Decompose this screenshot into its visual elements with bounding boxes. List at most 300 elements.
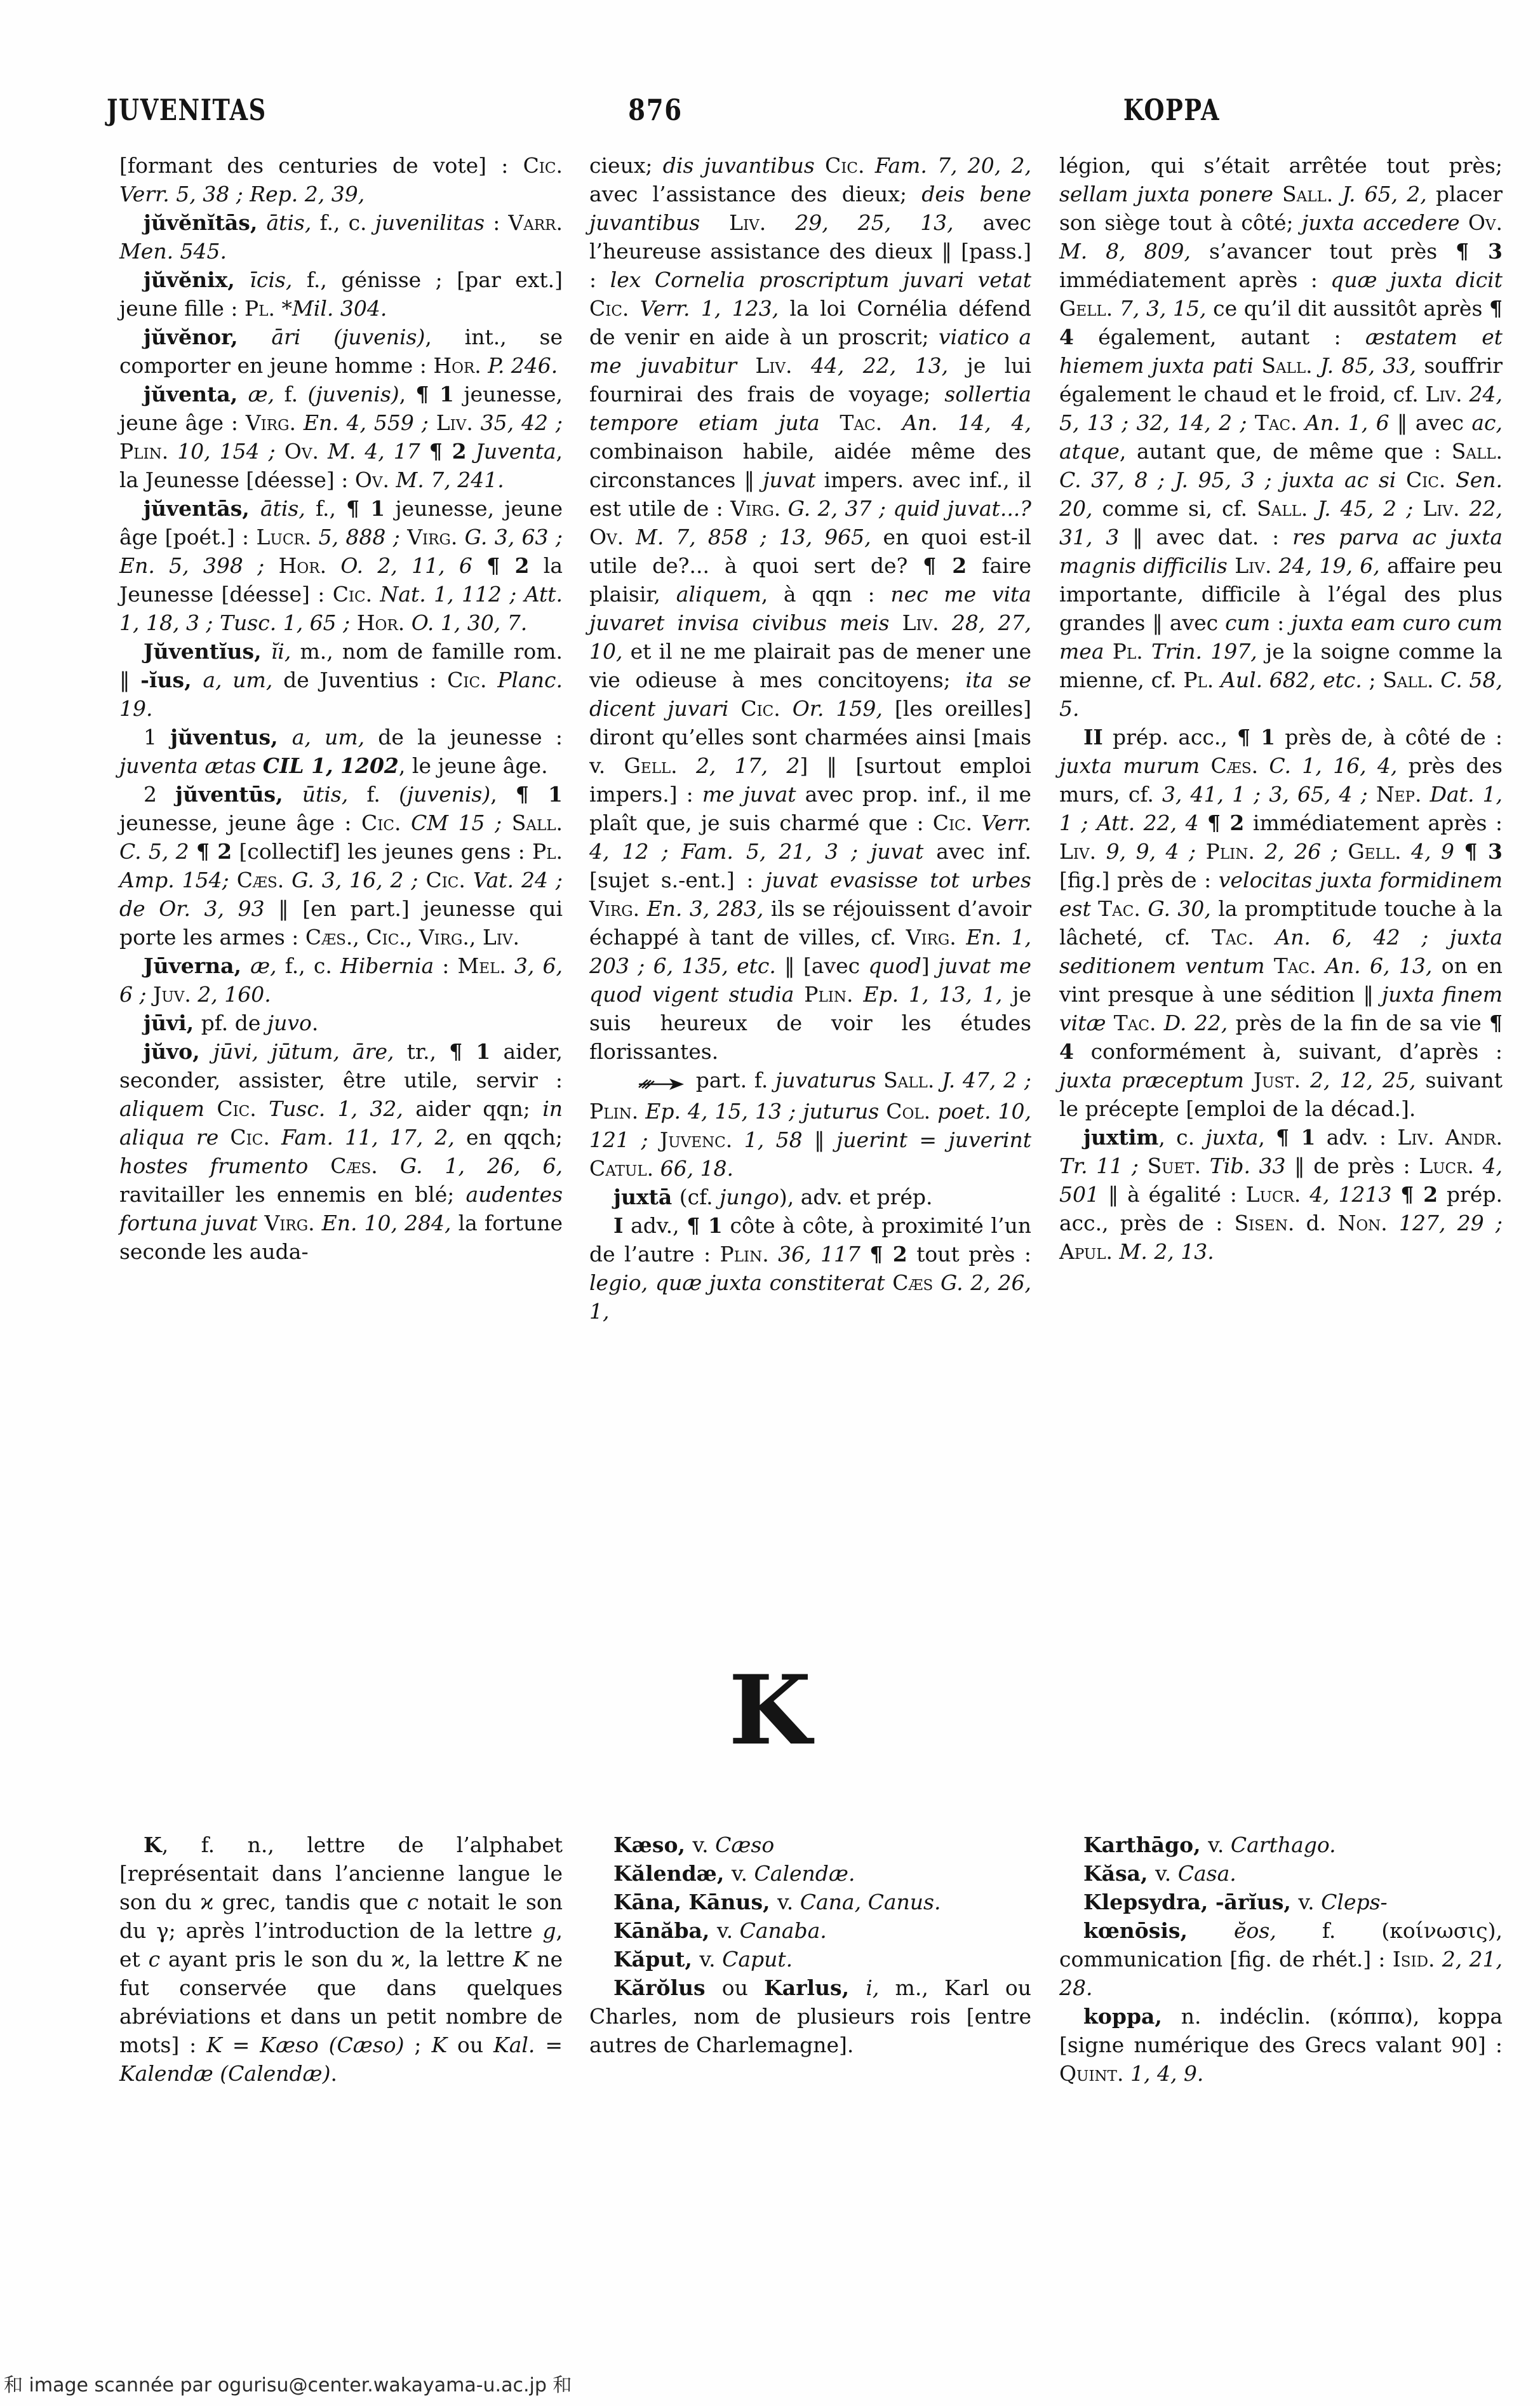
- text-run: d.: [1306, 1211, 1338, 1235]
- text-run: K: [206, 2033, 222, 2057]
- dictionary-paragraph: [589, 151, 1031, 1066]
- text-run: Liv.: [1059, 839, 1106, 864]
- text-run: ‖ avec: [1389, 410, 1472, 435]
- text-run: Calendæ.: [754, 1861, 855, 1886]
- text-run: Or. 159,: [792, 696, 895, 721]
- text-run: ¶ 2: [1400, 1182, 1438, 1207]
- text-run: Kāna, Kānus,: [613, 1890, 778, 1914]
- text-run: Nep.: [1376, 782, 1430, 807]
- text-run: J. 45, 2 ;: [1317, 496, 1423, 521]
- text-run: adv.,: [623, 1213, 687, 1238]
- text-run: 29, 25, 13,: [795, 210, 983, 235]
- dictionary-paragraph: [119, 1037, 563, 1266]
- text-column-1: [119, 151, 563, 1266]
- text-run: Tac.: [1273, 953, 1325, 978]
- text-run: juvat evasisse tot urbes: [765, 868, 1031, 892]
- text-run: 1, 58: [744, 1127, 803, 1152]
- dictionary-paragraph: [589, 1973, 1031, 2059]
- text-run: G. 1, 26, 6,: [399, 1153, 563, 1178]
- text-run: nec me vita juvaret invisa civibus meis: [589, 582, 1031, 635]
- text-run: 28, 27, 10,: [589, 610, 1031, 664]
- running-head-left: JUVENITAS: [107, 93, 267, 127]
- text-run: placer son siège tout à côté;: [1059, 182, 1503, 235]
- text-run: velocitas juxta formidinem est: [1059, 868, 1503, 921]
- text-run: 2, 17, 2: [695, 753, 800, 778]
- text-run: ou: [721, 1975, 765, 2000]
- text-run: Varr.: [508, 210, 563, 235]
- text-run: Dat. 1, 1 ; Att. 22, 4: [1059, 782, 1503, 835]
- text-run: Kalendæ (Calendæ): [119, 2061, 331, 2086]
- text-run: Sall.: [1257, 496, 1318, 521]
- dictionary-paragraph: [589, 1183, 1031, 1211]
- text-run: juvat: [763, 467, 824, 492]
- text-run: adv. :: [1315, 1125, 1398, 1150]
- text-run: 3, 41, 1 ; 3, 65, 4 ;: [1162, 782, 1376, 807]
- dictionary-paragraph: [119, 951, 563, 1009]
- text-run: Gell.: [624, 753, 696, 778]
- text-run: Planc. 19.: [119, 668, 563, 721]
- text-run: =: [907, 1127, 949, 1152]
- text-run: Cæs.: [330, 1153, 400, 1178]
- text-run: Sall.: [511, 810, 563, 835]
- text-run: ou: [447, 2033, 494, 2057]
- text-run: Sall.: [883, 1068, 942, 1092]
- text-run: Plin.: [1205, 839, 1265, 864]
- text-run: I: [613, 1213, 624, 1238]
- text-run: C. 1, 16, 4,: [1269, 753, 1409, 778]
- text-run: combinaison habile, aidée même des circonstances ‖: [589, 439, 1031, 492]
- text-run: m., nom de famille rom. ‖: [119, 639, 563, 692]
- text-run: près des murs, cf.: [1059, 753, 1503, 807]
- text-run: *Mil. 304.: [281, 296, 387, 321]
- text-run: Pl.: [1112, 639, 1151, 664]
- dictionary-paragraph: [1059, 151, 1503, 723]
- text-run: 1: [144, 725, 171, 749]
- text-run: [collectif] les jeunes gens :: [232, 839, 533, 864]
- text-run: ¶ 2: [923, 553, 967, 578]
- text-run: Virg.: [730, 496, 788, 521]
- text-run: ¶ 4: [1059, 1011, 1503, 1064]
- text-run: sollertia tempore etiam juta: [589, 382, 1031, 435]
- text-run: Casa.: [1177, 1861, 1236, 1886]
- text-run: légion, qui s’était arrêtée tout près;: [1059, 153, 1503, 178]
- dictionary-paragraph: [119, 265, 563, 323]
- text-run: Suet.: [1147, 1153, 1210, 1178]
- text-run: ,: [1258, 1125, 1276, 1150]
- text-run: ,: [490, 782, 516, 807]
- text-run: G. 2, 26, 1,: [589, 1270, 1031, 1324]
- text-run: Men. 545.: [119, 239, 227, 264]
- text-run: G. 30,: [1148, 896, 1219, 921]
- text-run: Carthago.: [1230, 1832, 1336, 1857]
- text-run: Isid.: [1392, 1947, 1442, 1972]
- text-run: aliquem: [119, 1096, 217, 1121]
- text-run: ¶ 2: [869, 1242, 907, 1267]
- text-run: Liv.: [436, 410, 481, 435]
- text-column-3: [1059, 151, 1503, 1266]
- text-run: 2, 21, 28.: [1059, 1947, 1503, 2000]
- text-run: ¶ 2: [1207, 810, 1245, 835]
- text-run: Mel.: [457, 953, 514, 978]
- text-run: O. 1, 30, 7.: [411, 610, 528, 635]
- text-run: la Jeunesse [déesse] :: [119, 553, 563, 607]
- text-run: ce qu’il dit aussitôt après: [1213, 296, 1490, 321]
- text-run: Ov.: [1468, 210, 1503, 235]
- text-run: Sen. 20,: [1059, 467, 1503, 521]
- text-run: =: [222, 2033, 260, 2057]
- text-run: deis bene juvantibus: [589, 182, 1031, 235]
- text-run: res parva ac juxta magnis difficilis: [1059, 525, 1503, 578]
- text-run: me juvat: [702, 782, 805, 807]
- text-run: juvat me quod vigent studia: [589, 953, 1032, 1007]
- text-run: v.: [731, 1861, 754, 1886]
- text-run: Lucr.: [1245, 1182, 1310, 1207]
- dictionary-paragraph: [119, 208, 563, 265]
- text-run: juxta: [1205, 1125, 1259, 1150]
- text-run: cum: [1225, 610, 1271, 635]
- text-run: je lui fournirai des frais de voyage;: [589, 353, 1031, 407]
- text-run: G. 2, 37 ; quid juvat...?: [787, 496, 1031, 521]
- text-run: Sall.: [1282, 182, 1342, 206]
- text-run: , c.: [1158, 1125, 1206, 1150]
- text-run: avec prop. inf., il me plaît que, je suis charmé que :: [589, 782, 1031, 835]
- text-run: :: [1270, 610, 1292, 635]
- text-run: v.: [692, 1832, 716, 1857]
- dictionary-paragraph: [119, 1831, 563, 2088]
- text-run: Kānăba,: [613, 1918, 717, 1943]
- text-run: æstatem et hiemem juxta pati: [1059, 325, 1503, 378]
- dictionary-paragraph: [589, 1945, 1031, 1973]
- text-run: , et: [119, 1918, 563, 1972]
- text-run: sellam juxta ponere: [1059, 182, 1283, 206]
- text-run: ¶ 1: [686, 1213, 723, 1238]
- text-run: v.: [699, 1947, 723, 1972]
- text-run: comme si, cf.: [1102, 496, 1257, 521]
- text-run: [467, 439, 476, 464]
- text-run: -ĭus,: [140, 668, 203, 692]
- text-run: in aliqua re: [119, 1096, 563, 1150]
- text-run: Cic.: [230, 1125, 281, 1150]
- text-run: suivant le précepte [emploi de la décad.].: [1059, 1068, 1503, 1121]
- text-run: jŭventus,: [170, 725, 292, 749]
- text-run: Trin. 197,: [1151, 639, 1266, 664]
- text-run: Cana, Canus.: [800, 1890, 941, 1914]
- text-run: Amp. 154;: [119, 868, 237, 892]
- text-run: 4, 501: [1059, 1153, 1503, 1207]
- text-run: de la jeunesse :: [378, 725, 563, 749]
- text-run: ‖: [802, 1127, 837, 1152]
- text-run: J. 47, 2 ;: [942, 1068, 1031, 1092]
- text-run: 7, 3, 15,: [1119, 296, 1214, 321]
- text-run: legio, quæ juxta constiterat: [589, 1270, 893, 1295]
- text-run: 4, 9: [1411, 839, 1464, 864]
- text-run: ¶ 1: [449, 1039, 491, 1064]
- text-run: Cæs.: [1210, 753, 1269, 778]
- text-run: jŭventās,: [144, 496, 260, 521]
- dictionary-paragraph: [1059, 1123, 1503, 1266]
- text-run: Cic.: [523, 153, 563, 178]
- text-run: ĕos,: [1234, 1918, 1322, 1943]
- text-run: juvo: [267, 1011, 312, 1035]
- text-run: Virg.: [589, 896, 647, 921]
- text-run: Kălendæ,: [613, 1861, 732, 1886]
- text-run: Col.: [886, 1099, 938, 1124]
- text-run: près de, à côté de :: [1275, 725, 1503, 749]
- text-run: J. 65, 2,: [1342, 182, 1436, 206]
- text-run: Plin.: [119, 439, 178, 464]
- text-run: je la soigne comme la mienne, cf.: [1059, 639, 1503, 692]
- text-run: Tusc. 1, 32,: [269, 1096, 416, 1121]
- text-run: Liv.: [729, 210, 796, 235]
- text-run: quæ juxta dicit: [1330, 267, 1503, 292]
- text-run: Nat. 1, 112 ; Att. 1, 18, 3 ; Tusc. 1, 65 ;: [119, 582, 563, 635]
- text-run: æ,: [248, 382, 285, 407]
- k-text-column-1: [119, 1831, 563, 2088]
- text-run: En. 4, 559 ;: [303, 410, 436, 435]
- text-run: Liv. Andr.: [1397, 1125, 1503, 1150]
- text-run: de Juventius :: [283, 668, 448, 692]
- text-run: [formant des centuries de vote] :: [119, 153, 523, 178]
- text-run: Cic.: [361, 810, 411, 835]
- text-run: Verr. 5, 38 ; Rep. 2, 39,: [119, 182, 365, 206]
- text-run: ūtis,: [302, 782, 367, 807]
- text-run: D. 22,: [1163, 1011, 1236, 1035]
- text-run: Cic.: [447, 668, 498, 692]
- text-run: v.: [777, 1890, 800, 1914]
- text-run: ;: [1362, 668, 1383, 692]
- text-run: avec l’assistance des dieux;: [589, 182, 922, 206]
- text-run: jūvi,: [144, 1011, 201, 1035]
- text-run: Lucr.: [1419, 1153, 1483, 1178]
- text-run: jŭventa,: [144, 382, 248, 407]
- text-run: Liv.: [755, 353, 811, 378]
- text-run: avec l’heureuse assistance des dieux ‖ [pass.] :: [589, 210, 1031, 292]
- text-run: ¶ 3: [1464, 839, 1503, 864]
- text-run: ,: [399, 382, 416, 407]
- text-run: a, um,: [203, 668, 284, 692]
- text-run: Gell.: [1348, 839, 1412, 864]
- text-run: 9, 9, 4 ;: [1106, 839, 1206, 864]
- text-run: prép. acc.,: [1102, 725, 1237, 749]
- text-run: Caput.: [722, 1947, 793, 1972]
- text-run: juerint: [836, 1127, 907, 1152]
- text-run: Hor.: [433, 353, 488, 378]
- text-run: et il ne me plairait pas de mener une vie odieuse à mes concitoyens;: [589, 639, 1031, 692]
- text-run: Ep. 1, 13, 1,: [863, 982, 1013, 1007]
- text-run: Liv.: [1423, 496, 1470, 521]
- text-run: Pl.: [532, 839, 563, 864]
- text-run: Sall.: [1383, 668, 1441, 692]
- text-run: Pl.: [1183, 668, 1221, 692]
- text-run: Fam. 7, 20, 2,: [874, 153, 1031, 178]
- dictionary-paragraph: [119, 780, 563, 951]
- dictionary-paragraph: [1059, 1831, 1503, 1859]
- text-run: O. 2, 11, 6: [340, 553, 487, 578]
- text-run: æ,: [250, 953, 285, 978]
- text-run: koppa,: [1083, 2004, 1181, 2029]
- text-run: Plin.: [589, 1099, 646, 1124]
- text-run: ¶ 1: [346, 496, 385, 521]
- dictionary-paragraph: [589, 1066, 1031, 1183]
- text-run: Cic.: [932, 810, 982, 835]
- text-run: cieux;: [589, 153, 663, 178]
- text-run: aliquem: [676, 582, 761, 607]
- text-run: jeunesse, jeune âge :: [119, 810, 362, 835]
- text-run: 44, 22, 13,: [810, 353, 967, 378]
- text-run: J. 85, 33,: [1320, 353, 1424, 378]
- text-run: près de la fin de sa vie: [1235, 1011, 1490, 1035]
- text-run: Verr. 4, 12 ; Fam. 5, 21, 3 ; juvat: [589, 810, 1031, 864]
- text-run: 22, 31, 3: [1059, 496, 1503, 549]
- text-run: ac, atque: [1059, 410, 1503, 464]
- text-run: Cic.: [332, 582, 380, 607]
- text-run: (juvenis): [307, 382, 399, 407]
- text-run: Cæso: [715, 1832, 775, 1857]
- k-text-column-3: [1059, 1831, 1503, 2088]
- text-run: affaire peu importante, difficile à l’égal des plus grandes ‖ avec: [1059, 553, 1503, 635]
- text-run: c: [406, 1890, 419, 1914]
- text-run: An. 1, 6: [1304, 410, 1389, 435]
- text-run: f.: [284, 382, 308, 407]
- text-run: ne fut conservée que dans quelques abréviations et dans un petit nombre de mots] :: [119, 1947, 563, 2057]
- text-run: impers. avec inf., il est utile de :: [589, 467, 1031, 521]
- text-run: Verr. 1, 123,: [639, 296, 790, 321]
- text-run: ātis,: [260, 496, 316, 521]
- text-run: Cic.: [825, 153, 875, 178]
- dictionary-paragraph: [119, 1009, 563, 1037]
- text-run: quod: [868, 953, 921, 978]
- text-run: An. 6, 13,: [1325, 953, 1442, 978]
- text-run: En. 3, 283,: [646, 896, 771, 921]
- text-run: ātis,: [266, 210, 320, 235]
- text-run: audentes fortuna juvat: [119, 1182, 563, 1235]
- text-run: tout près :: [907, 1242, 1032, 1267]
- text-run: conformément à, suivant, d’après :: [1073, 1039, 1503, 1064]
- text-run: aider qqn;: [415, 1096, 543, 1121]
- text-run: immédiatement après :: [1244, 810, 1503, 835]
- text-run: v.: [1208, 1832, 1231, 1857]
- dictionary-paragraph: [119, 151, 563, 208]
- text-run: v.: [1298, 1890, 1322, 1914]
- text-run: ¶ 2: [429, 439, 467, 464]
- text-run: prép. acc., près de :: [1059, 1182, 1503, 1235]
- text-run: 2: [144, 782, 176, 807]
- text-run: (juvenis): [399, 782, 491, 807]
- text-run: 2, 26 ;: [1264, 839, 1348, 864]
- text-run: jūvi, jūtum, āre,: [213, 1039, 407, 1064]
- text-run: dis juvantibus: [662, 153, 826, 178]
- text-run: notait le son du γ; après l’introduction de la lettre: [119, 1890, 563, 1943]
- text-run: 24, 19, 6,: [1278, 553, 1388, 578]
- text-run: An. 14, 4,: [902, 410, 1031, 435]
- dictionary-paragraph: [589, 1888, 1031, 1916]
- text-run: immédiatement après :: [1059, 267, 1331, 292]
- text-run: ), adv. et prép.: [779, 1185, 933, 1209]
- text-run: Cæs., Cic., Virg., Liv.: [305, 925, 519, 950]
- dictionary-paragraph: [1059, 723, 1503, 1123]
- text-run: côte à côte, à proximité l’un de l’autre :: [589, 1213, 1031, 1267]
- text-run: ‖ avec dat. :: [1119, 525, 1293, 549]
- text-run: juxtā: [613, 1185, 680, 1209]
- page-number: 876: [628, 93, 683, 127]
- text-run: ĭi,: [271, 639, 300, 664]
- text-run: ¶ 2: [486, 553, 530, 578]
- text-run: 2, 160.: [198, 982, 271, 1007]
- text-run: 1, 4, 9.: [1130, 2061, 1204, 2086]
- scan-watermark: 和 image scannée par ogurisu@center.wakayama-u.ac.jp 和: [4, 2374, 572, 2396]
- dictionary-paragraph: [1059, 1859, 1503, 1888]
- dictionary-paragraph: [589, 1916, 1031, 1945]
- text-run: juvaturus: [775, 1068, 884, 1092]
- text-run: 4, 1213: [1309, 1182, 1401, 1207]
- text-run: 2, 12, 25,: [1310, 1068, 1426, 1092]
- text-run: Ov.: [589, 525, 636, 549]
- dictionary-paragraph: [119, 494, 563, 637]
- text-run: Virg.: [245, 410, 304, 435]
- text-run: la promptitude touche à la lâcheté, cf.: [1059, 896, 1503, 950]
- text-run: Cæs: [892, 1270, 941, 1295]
- text-run: Ov.: [354, 467, 396, 492]
- text-run: en qqch;: [465, 1125, 563, 1150]
- text-run: Sall.: [1261, 353, 1321, 378]
- text-run: aider, seconder, assister, être utile, servir :: [119, 1039, 563, 1092]
- text-run: jeunesse, jeune âge :: [119, 382, 563, 435]
- text-run: ¶ 1: [515, 782, 563, 807]
- text-run: part. f.: [695, 1068, 776, 1092]
- text-run: :: [434, 953, 458, 978]
- text-run: jŭvo,: [144, 1039, 213, 1064]
- text-run: s’avancer tout près: [1209, 239, 1456, 264]
- text-run: āri (juvenis): [271, 325, 425, 349]
- text-run: Aul. 682, etc.: [1220, 668, 1362, 692]
- text-run: jungo: [720, 1185, 779, 1209]
- dictionary-paragraph: [589, 1211, 1031, 1326]
- text-run: Sisen.: [1234, 1211, 1306, 1235]
- text-run: , la Jeunesse [déesse] :: [119, 439, 563, 492]
- text-run: je suis heureux de voir les études florissantes.: [589, 982, 1031, 1064]
- text-run: juvenilitas: [375, 210, 485, 235]
- text-run: , autant que, de même que :: [1119, 439, 1452, 464]
- section-letter: K: [728, 1655, 812, 1766]
- text-run: juxta finem vitæ: [1059, 982, 1503, 1035]
- text-run: Vat. 24 ; de Or. 3, 93: [119, 868, 563, 921]
- text-run: Sall.: [1451, 439, 1503, 464]
- text-run: juxta accedere: [1302, 210, 1468, 235]
- dictionary-paragraph: [119, 323, 563, 380]
- text-run: ayant pris le son du ϰ, la lettre: [160, 1947, 513, 1972]
- text-run: , f. n., lettre de l’alphabet [représentait dans l’ancienne langue le son du ϰ grec, tandis que: [119, 1832, 563, 1914]
- text-run: Tac.: [1113, 1011, 1164, 1035]
- text-run: juventa ætas: [119, 753, 263, 778]
- text-run: ita se dicent juvari: [589, 668, 1031, 721]
- text-run: Tac.: [840, 410, 902, 435]
- text-run: 24, 5, 13 ; 32, 14, 2 ;: [1059, 382, 1503, 435]
- text-run: f. (κοίνωσις), communication [fig. de rhét.] :: [1059, 1918, 1503, 1972]
- dictionary-paragraph: [1059, 1888, 1503, 1916]
- text-run: jŭvĕnĭtās,: [144, 210, 267, 235]
- dictionary-paragraph: [119, 723, 563, 780]
- text-run: Cic.: [425, 868, 473, 892]
- text-column-2: [589, 151, 1031, 1326]
- text-run: Cæs.: [236, 868, 292, 892]
- text-run: Tr. 11 ;: [1059, 1153, 1148, 1178]
- text-run: hostes frumento: [119, 1153, 331, 1178]
- text-run: i,: [866, 1975, 895, 2000]
- dictionary-paragraph: [119, 380, 563, 494]
- text-run: Jūverna,: [144, 953, 251, 978]
- text-run: ¶ 2: [196, 839, 232, 864]
- text-run: K: [144, 1832, 162, 1857]
